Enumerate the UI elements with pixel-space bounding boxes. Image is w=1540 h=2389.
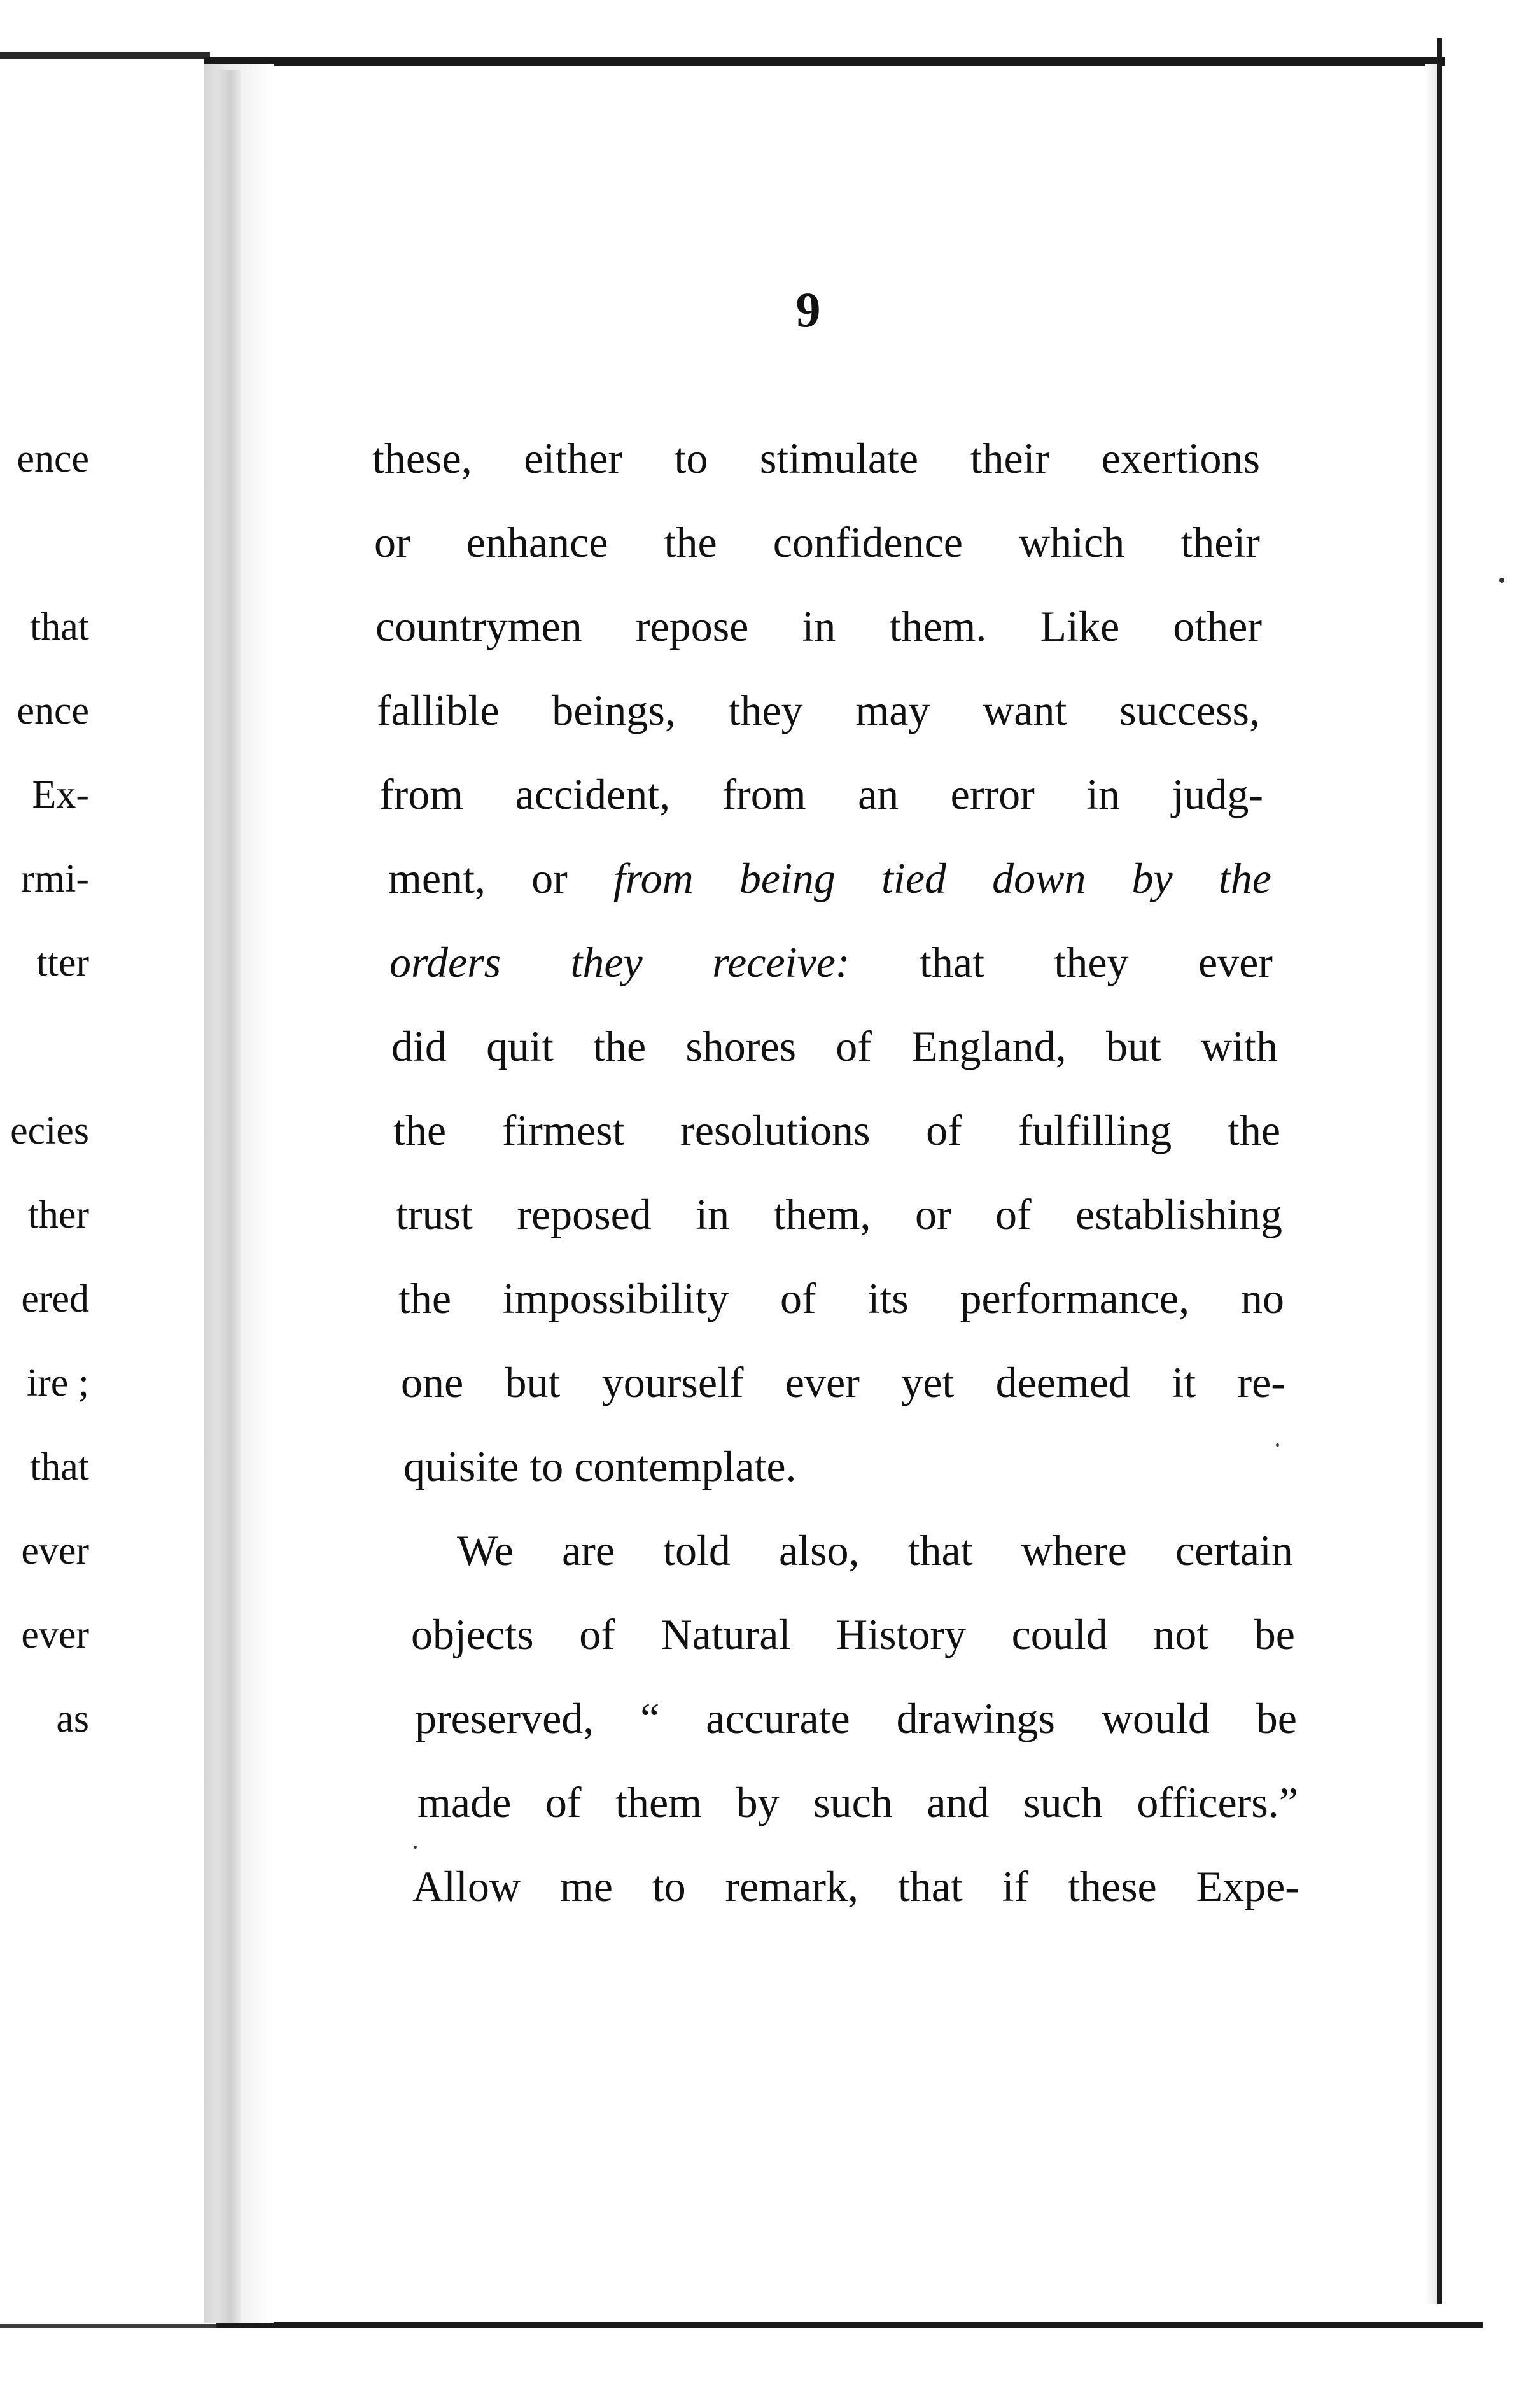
word: one [401, 1358, 464, 1406]
word: stimulate [759, 434, 919, 482]
word: shores [685, 1022, 797, 1070]
word: the [1227, 1106, 1280, 1154]
word: Natural [661, 1610, 791, 1658]
word: success, [1119, 686, 1260, 734]
text-line [457, 1526, 1293, 1574]
word: quit [486, 1022, 554, 1070]
word: which [1019, 518, 1125, 566]
word: told [663, 1526, 731, 1574]
word: ment, [388, 854, 486, 902]
word: yourself [601, 1358, 744, 1406]
word: accident, [515, 770, 671, 818]
word: performance, [960, 1274, 1190, 1322]
word: establishing [1075, 1190, 1282, 1238]
word: may [855, 686, 930, 734]
word: they [570, 938, 643, 986]
word: no [1240, 1274, 1284, 1322]
left-page-bottom-edge [0, 2324, 229, 2328]
word: either [524, 434, 622, 482]
left-page-line: ever [21, 1613, 89, 1657]
word: also, [779, 1526, 860, 1574]
word: Expe- [1196, 1862, 1299, 1910]
scan-speck [1276, 1443, 1279, 1447]
word: firmest [501, 1106, 625, 1154]
word: “ [640, 1694, 660, 1742]
scan-speck [1499, 578, 1504, 583]
page-number: 9 [795, 282, 821, 337]
word: in [1086, 770, 1121, 818]
word: of [926, 1106, 962, 1154]
word: that [907, 1526, 973, 1574]
word: other [1173, 602, 1262, 650]
left-facing-page [0, 64, 204, 2323]
word: deemed [995, 1358, 1131, 1406]
word: with [1201, 1022, 1278, 1070]
word: me [559, 1862, 613, 1910]
word: the [664, 518, 717, 566]
text-line [417, 1778, 1298, 1826]
word: officers.” [1137, 1778, 1298, 1826]
word: remark, [725, 1862, 859, 1910]
text-line [415, 1694, 1297, 1742]
word: by [1131, 854, 1173, 902]
word: the [1218, 854, 1271, 902]
word: beings, [552, 686, 676, 734]
word: exertions [1101, 434, 1260, 482]
word: preserved, [415, 1694, 594, 1742]
word: but [1105, 1022, 1161, 1070]
word: from [722, 770, 806, 818]
text-line [389, 938, 1273, 986]
word: these [1068, 1862, 1157, 1910]
word: from [379, 770, 464, 818]
left-page-line: rmi- [21, 857, 89, 900]
word: where [1021, 1526, 1127, 1574]
word: such [813, 1778, 893, 1826]
word: that [920, 938, 984, 986]
word: down [992, 854, 1086, 902]
word: be [1256, 1694, 1297, 1742]
word: the [393, 1106, 447, 1154]
page-bottom-edge [216, 2322, 1483, 2328]
text-line [374, 518, 1260, 566]
word: are [562, 1526, 615, 1574]
word: confidence [773, 518, 963, 566]
word: could [1011, 1610, 1108, 1658]
word: their [1180, 518, 1260, 566]
left-page-line: ever [21, 1529, 89, 1573]
word: them, [773, 1190, 871, 1238]
word: Allow [412, 1862, 521, 1910]
word: of [545, 1778, 582, 1826]
word: receive: [712, 938, 850, 986]
word: and [927, 1778, 990, 1826]
word: enhance [466, 518, 608, 566]
word: fallible [377, 686, 500, 734]
word: in [802, 602, 836, 650]
text-line [375, 602, 1262, 650]
left-page-line: ecies [10, 1109, 89, 1152]
word: error [950, 770, 1035, 818]
word: made [417, 1778, 512, 1826]
word: these, [372, 434, 472, 482]
word: or [374, 518, 410, 566]
word: re- [1237, 1358, 1285, 1406]
scan-speck [414, 1846, 417, 1849]
word: of [836, 1022, 872, 1070]
left-page-top-edge [0, 52, 210, 59]
word: ever [1198, 938, 1273, 986]
word: them [615, 1778, 703, 1826]
word: objects [411, 1610, 534, 1658]
text-line [398, 1274, 1284, 1322]
word: they [728, 686, 803, 734]
word: in [696, 1190, 730, 1238]
word: from [613, 854, 694, 902]
word: We [457, 1526, 514, 1574]
text-line [379, 770, 1263, 818]
word: their [970, 434, 1050, 482]
text-line [411, 1610, 1295, 1658]
word: not [1153, 1610, 1209, 1658]
word: did [391, 1022, 447, 1070]
word: to [674, 434, 708, 482]
word: to [652, 1862, 686, 1910]
text-line [396, 1190, 1282, 1238]
word: quisite to contemplate. [403, 1442, 797, 1490]
left-page-line: tter [36, 941, 89, 984]
text-line [391, 1022, 1278, 1070]
word: accurate [706, 1694, 850, 1742]
page-top-edge [204, 57, 1445, 66]
left-page-line: as [56, 1697, 89, 1741]
word: its [867, 1274, 909, 1322]
text-line [372, 434, 1260, 482]
word: the [398, 1274, 452, 1322]
word: judg- [1172, 770, 1263, 818]
left-page-line: ire ; [26, 1361, 89, 1405]
word: would [1101, 1694, 1210, 1742]
word: being [739, 854, 836, 902]
text-line [388, 854, 1271, 902]
word: certain [1175, 1526, 1293, 1574]
word: trust [396, 1190, 473, 1238]
left-page-line: ther [27, 1193, 89, 1237]
left-page-line: ence [17, 437, 89, 480]
page-right-shadow [1425, 64, 1437, 2304]
word: tied [881, 854, 946, 902]
word: of [995, 1190, 1032, 1238]
spine-shadow [216, 70, 241, 2323]
left-page-line: ered [21, 1277, 89, 1321]
word: orders [389, 938, 501, 986]
word: want [983, 686, 1067, 734]
left-page-line: that [30, 1445, 89, 1489]
word: such [1023, 1778, 1103, 1826]
word: be [1254, 1610, 1295, 1658]
word: History [836, 1610, 966, 1658]
left-page-line: Ex- [32, 773, 89, 816]
word: if [1002, 1862, 1029, 1910]
word: of [780, 1274, 816, 1322]
text-line [377, 686, 1260, 734]
word: yet [901, 1358, 955, 1406]
word: ever [785, 1358, 860, 1406]
word: but [505, 1358, 561, 1406]
word: an [858, 770, 899, 818]
word: them. [889, 602, 987, 650]
word: the [593, 1022, 647, 1070]
word: fulfilling [1018, 1106, 1172, 1154]
text-line [393, 1106, 1280, 1154]
word: of [579, 1610, 615, 1658]
word: they [1054, 938, 1129, 986]
word: Like [1040, 602, 1120, 650]
page-right-edge [1437, 38, 1442, 2304]
word: by [736, 1778, 780, 1826]
word: that [897, 1862, 963, 1910]
word: or [531, 854, 568, 902]
word: reposed [517, 1190, 652, 1238]
left-page-line: ence [17, 689, 89, 732]
word: countrymen [375, 602, 582, 650]
word: it [1172, 1358, 1196, 1406]
word: resolutions [680, 1106, 871, 1154]
text-line [403, 1442, 797, 1490]
word: impossibility [502, 1274, 729, 1322]
text-line [412, 1862, 1299, 1910]
word: England, [911, 1022, 1067, 1070]
text-line [401, 1358, 1285, 1406]
left-page-line: that [30, 605, 89, 648]
word: or [914, 1190, 951, 1238]
word: drawings [896, 1694, 1055, 1742]
word: repose [635, 602, 749, 650]
